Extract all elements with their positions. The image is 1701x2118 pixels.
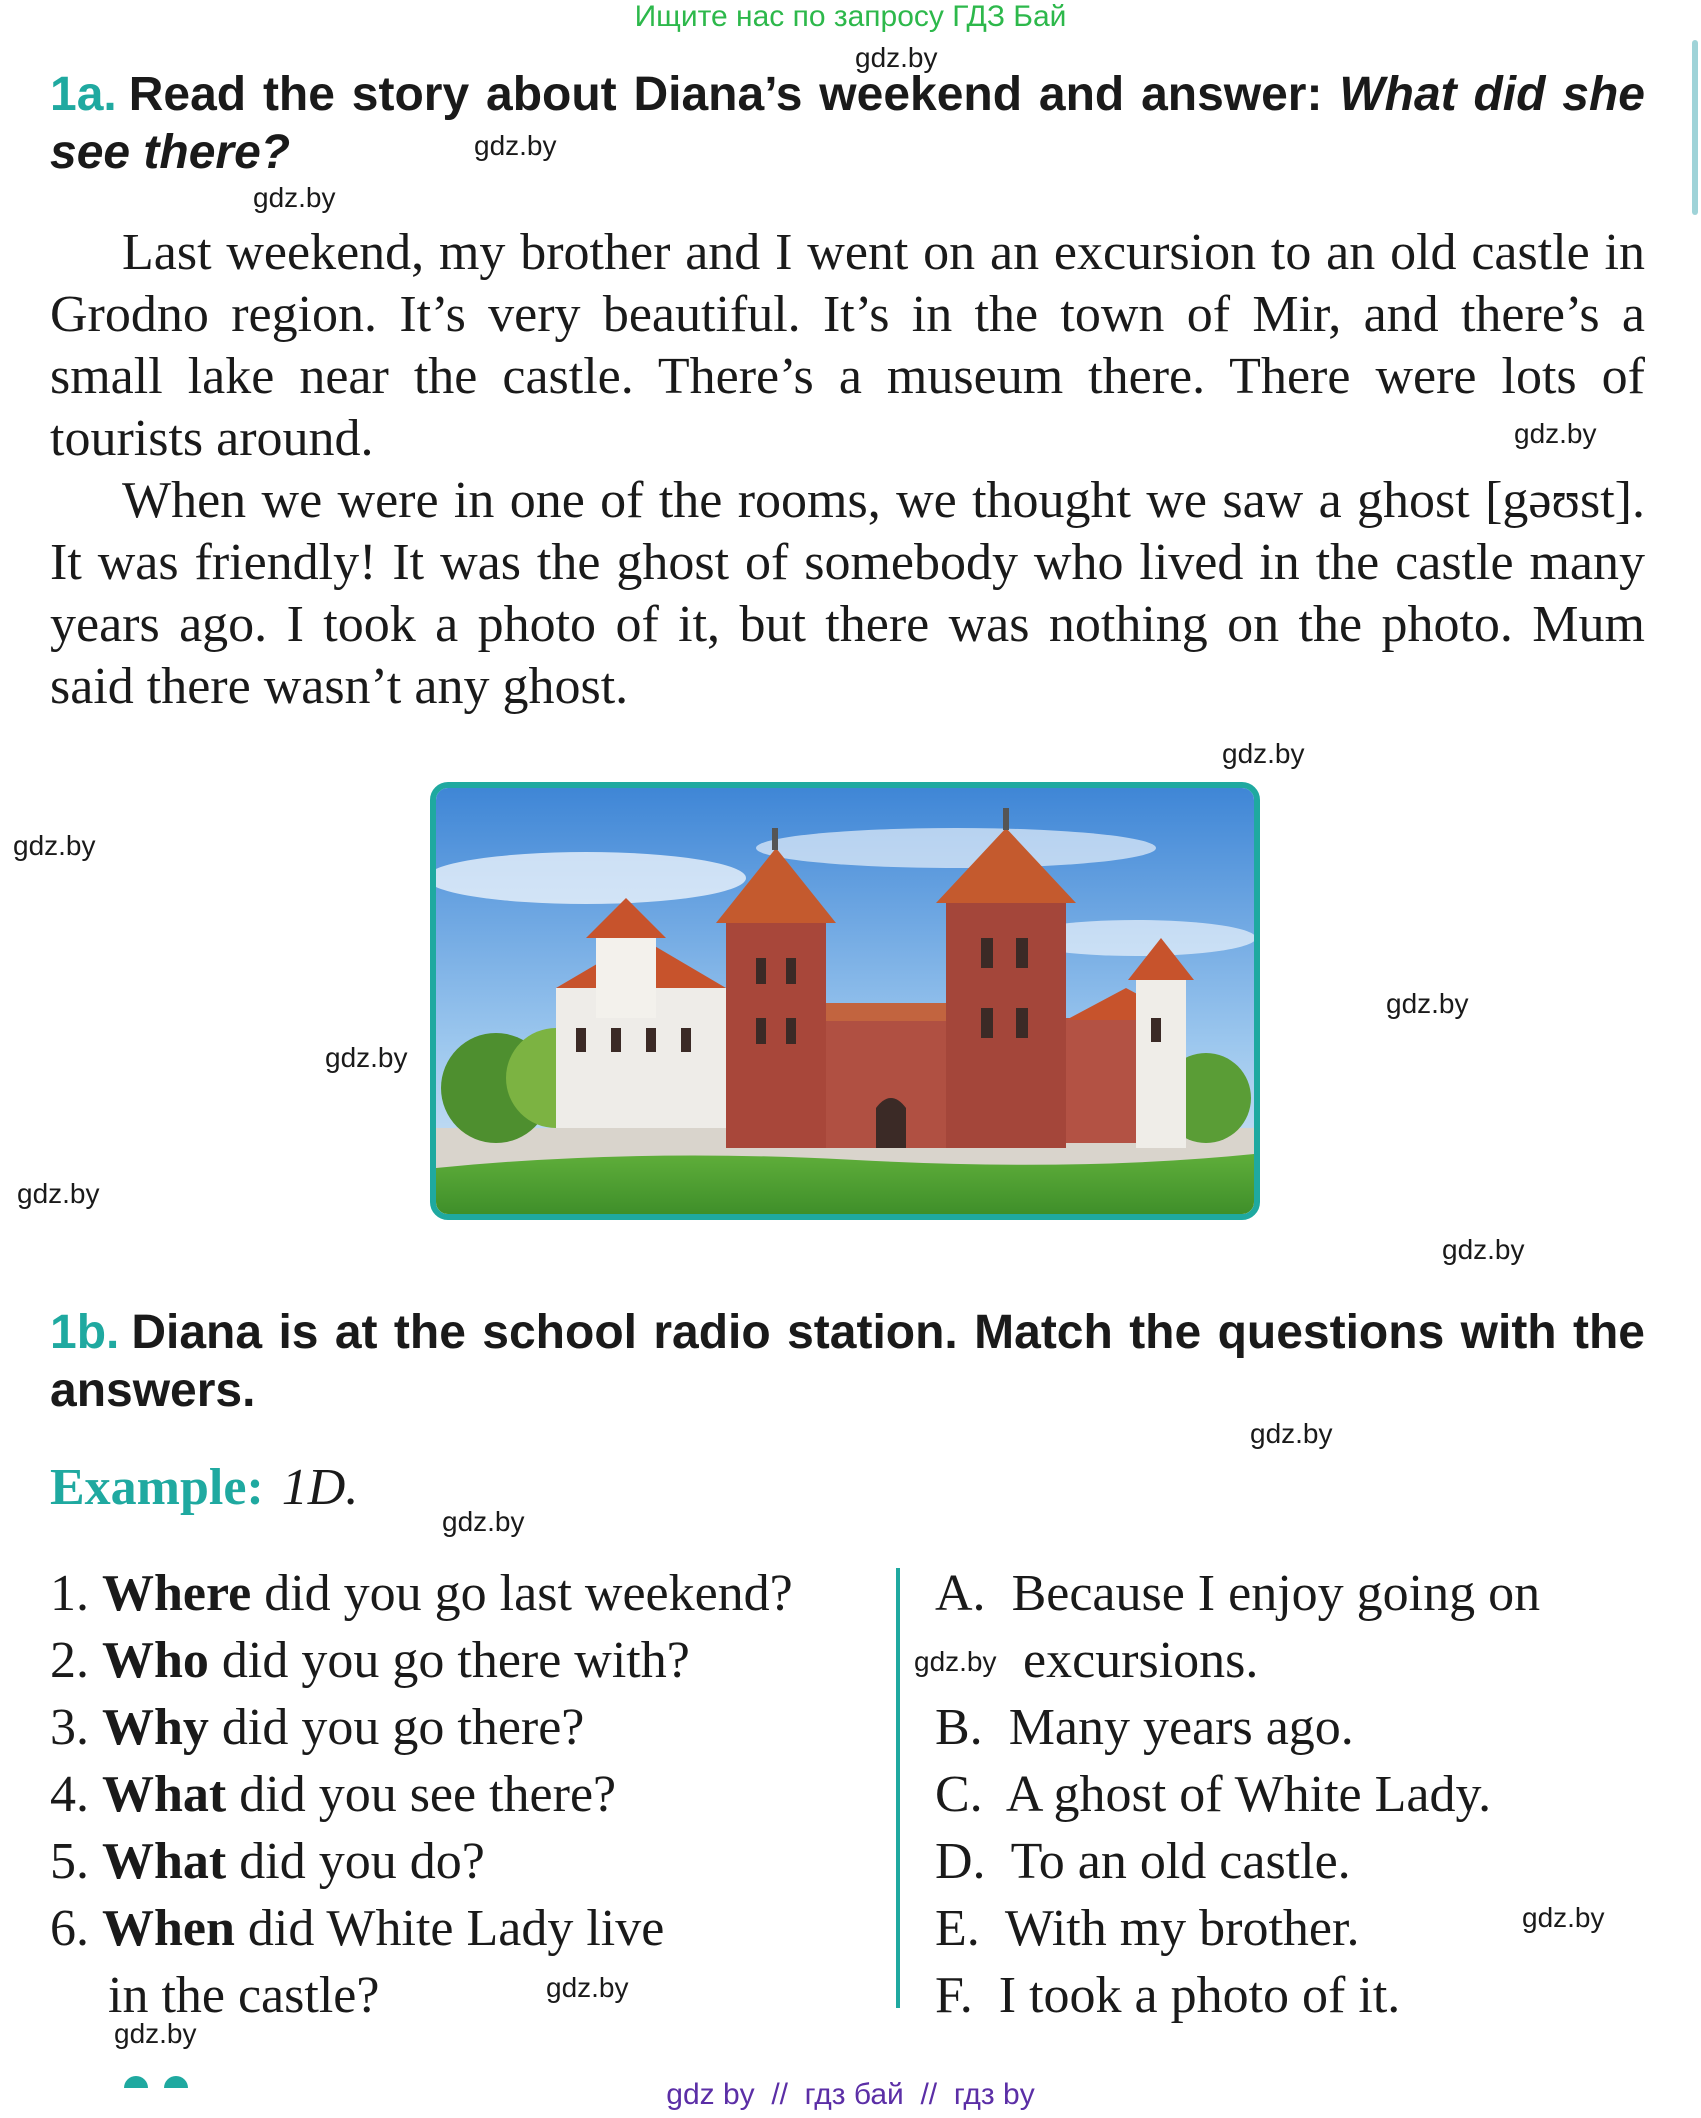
castle-illustration [436,788,1254,1214]
question-item-continuation: in the castle? [108,1967,380,2024]
watermark: gdz.by [1522,1902,1605,1933]
answer-item-continuation: excursions. [1023,1632,1259,1689]
example-line [50,1458,358,1517]
answer-item: D. To an old castle. [935,1833,1351,1890]
example-answer: 1D. [281,1459,359,1516]
answer-item: F. I took a photo of it. [935,1967,1401,2024]
watermark: gdz.by [1386,988,1469,1019]
watermark: gdz.by [1514,418,1597,449]
watermark: gdz.by [1442,1234,1525,1265]
watermark: gdz.by [546,1972,629,2003]
question-item: 2. Who did you go there with? [50,1632,690,1689]
watermark: gdz.by [1222,738,1305,769]
watermark: gdz.by [17,1178,100,1209]
column-divider [896,1568,900,2008]
watermark: gdz.by [474,130,557,161]
story-paragraph: When we were in one of the rooms, we thought we saw a ghost [gəʊst]. It was friendly! It was the ghost of somebody who lived in the castle many years ago. I took a photo of it, but there was nothing on the photo. Mum said there wasn’t any ghost. [50,472,1645,715]
watermark: gdz.by [114,2018,197,2049]
answer-item: E. With my brother. [935,1900,1360,1957]
task-1a-heading [50,66,1645,182]
answer-item: A. Because I enjoy going on [935,1565,1541,1622]
question-item: 1. Where did you go last weekend? [50,1565,793,1622]
example-label: Example: [50,1459,264,1516]
watermark: gdz.by [1250,1418,1333,1449]
question-item: 3. Why did you go there? [50,1699,585,1756]
story-paragraph: Last weekend, my brother and I went on an excursion to an old castle in Grodno region. It’s very beautiful. It’s in the town of Mir, and there’s a small lake near the castle. There’s a museum there. There were lots of tourists around. [50,224,1645,467]
castle-photo [430,782,1260,1220]
task-1b-heading [50,1304,1645,1420]
watermark: gdz.by [914,1646,997,1677]
task-question: What did she see there? [50,68,1646,179]
answer-item: C. A ghost of White Lady. [935,1766,1492,1823]
watermark: gdz.by [442,1506,525,1537]
watermark: gdz.by [13,830,96,861]
task-instruction: Diana is at the school radio station. Match the questions with the answers. [50,1306,1645,1417]
answers-list [935,1560,1655,2029]
question-item: 6. When did White Lady live [50,1900,665,1957]
top-banner: Ищите нас по запросу ГДЗ Бай [634,0,1067,33]
question-item: 4. What did you see there? [50,1766,617,1823]
question-item: 5. What did you do? [50,1833,485,1890]
watermark: gdz.by [253,182,336,213]
watermark: gdz.by [855,42,938,73]
questions-list [50,1560,910,2029]
footer-links: gdz by // гдз бай // гдз by [666,2078,1035,2111]
task-instruction: Read the story about Diana’s weekend and answer: [128,68,1323,121]
watermark: gdz.by [325,1042,408,1073]
task-number: 1b. [50,1306,120,1359]
answer-item: B. Many years ago. [935,1699,1354,1756]
task-number: 1a. [50,68,117,121]
page-edge-bar [1692,40,1698,215]
story-text [50,222,1645,718]
